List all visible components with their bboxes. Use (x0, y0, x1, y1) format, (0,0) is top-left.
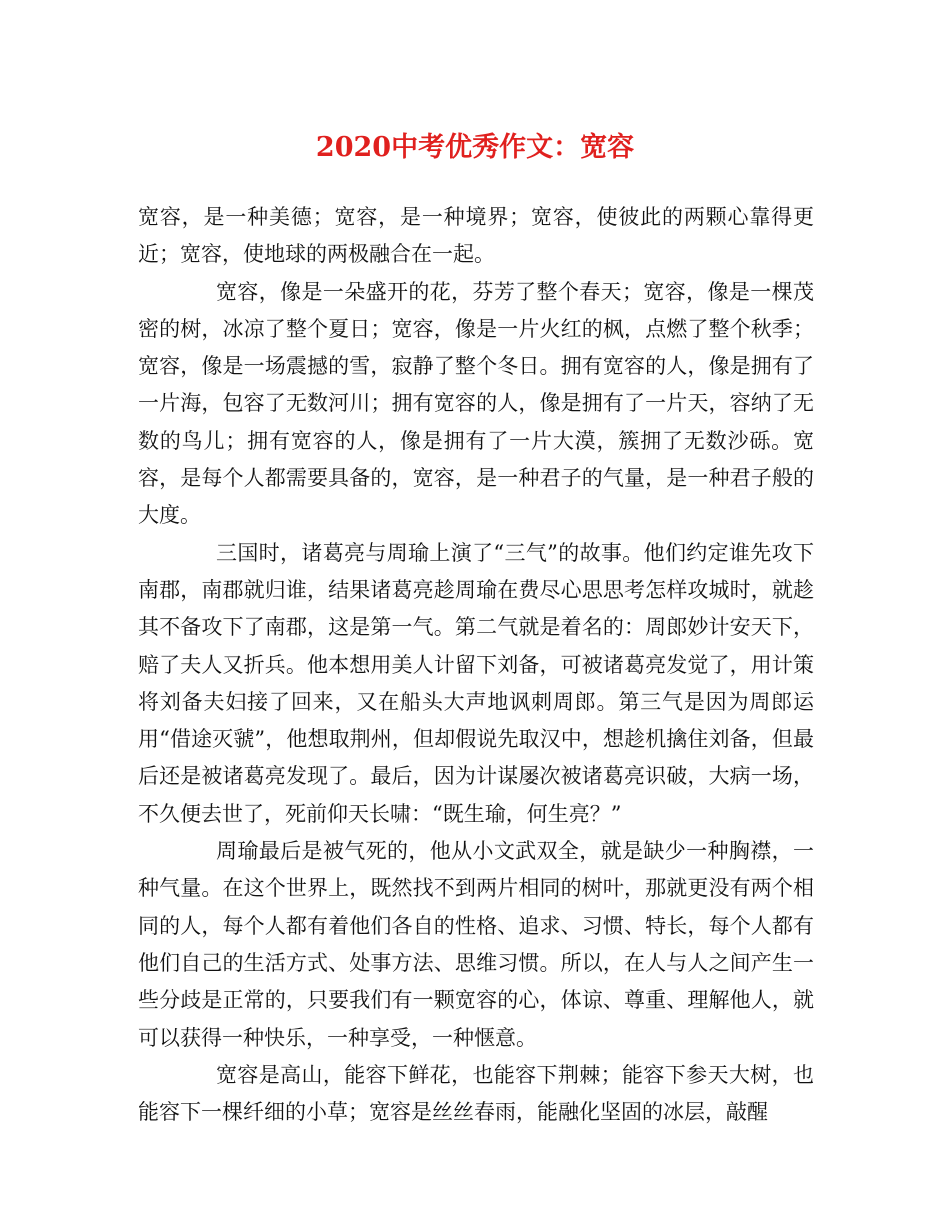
document-title: 2020中考优秀作文：宽容 (315, 132, 635, 163)
paragraph-4: 周瑜最后是被气死的，他从小文武双全，就是缺少一种胸襟，一种气量。在这个世界上，既然找不到两片相同的树叶，那就更没有两个相同的人，每个人都有着他们各自的性格、追求、习惯、特长，每个人都有他们自己的生活方式、处事方法、思维习惯。所以，在人与人之间产生一些分歧是正常的，只要我们有一颗宽容的心，体谅、尊重、理解他人，就可以获得一种快乐，一种享受，一种惬意。 (138, 839, 814, 1050)
paragraph-3: 三国时，诸葛亮与周瑜上演了“三气”的故事。他们约定谁先攻下南郡，南郡就归谁，结果诸葛亮趁周瑜在费尽心思思考怎样攻城时，就趁其不备攻下了南郡，这是第一气。第二气就是着名的：周郎妙计安天下，赔了夫人又折兵。他本想用美人计留下刘备，可被诸葛亮发觉了，用计策将刘备夫妇接了回来，又在船头大声地讽刺周郎。第三气是因为周郎运用“借途灭虢”，他想取荆州，但却假说先取汉中，想趁机擒住刘备，但最后还是被诸葛亮发现了。最后，因为计谋屡次被诸葛亮识破，大病一场，不久便去世了，死前仰天长啸：“既生瑜，何生亮？” (138, 540, 814, 826)
document-body (138, 199, 814, 1131)
paragraph-5: 宽容是高山，能容下鲜花，也能容下荆棘；能容下参天大树，也能容下一棵纤细的小草；宽容是丝丝春雨，能融化坚固的冰层，敲醒 (138, 1062, 814, 1125)
paragraph-1: 宽容，是一种美德；宽容，是一种境界；宽容，使彼此的两颗心靠得更近；宽容，使地球的两极融合在一起。 (138, 205, 814, 267)
paragraph-2: 宽容，像是一朵盛开的花，芬芳了整个春天；宽容，像是一棵茂密的树，冰凉了整个夏日；宽容，像是一片火红的枫，点燃了整个秋季；宽容，像是一场震撼的雪，寂静了整个冬日。拥有宽容的人，像是拥有了一片海，包容了无数河川；拥有宽容的人，像是拥有了一片天，容纳了无数的鸟儿；拥有宽容的人，像是拥有了一片大漠，簇拥了无数沙砾。宽容，是每个人都需要具备的，宽容，是一种君子的气量，是一种君子般的大度。 (138, 279, 814, 528)
